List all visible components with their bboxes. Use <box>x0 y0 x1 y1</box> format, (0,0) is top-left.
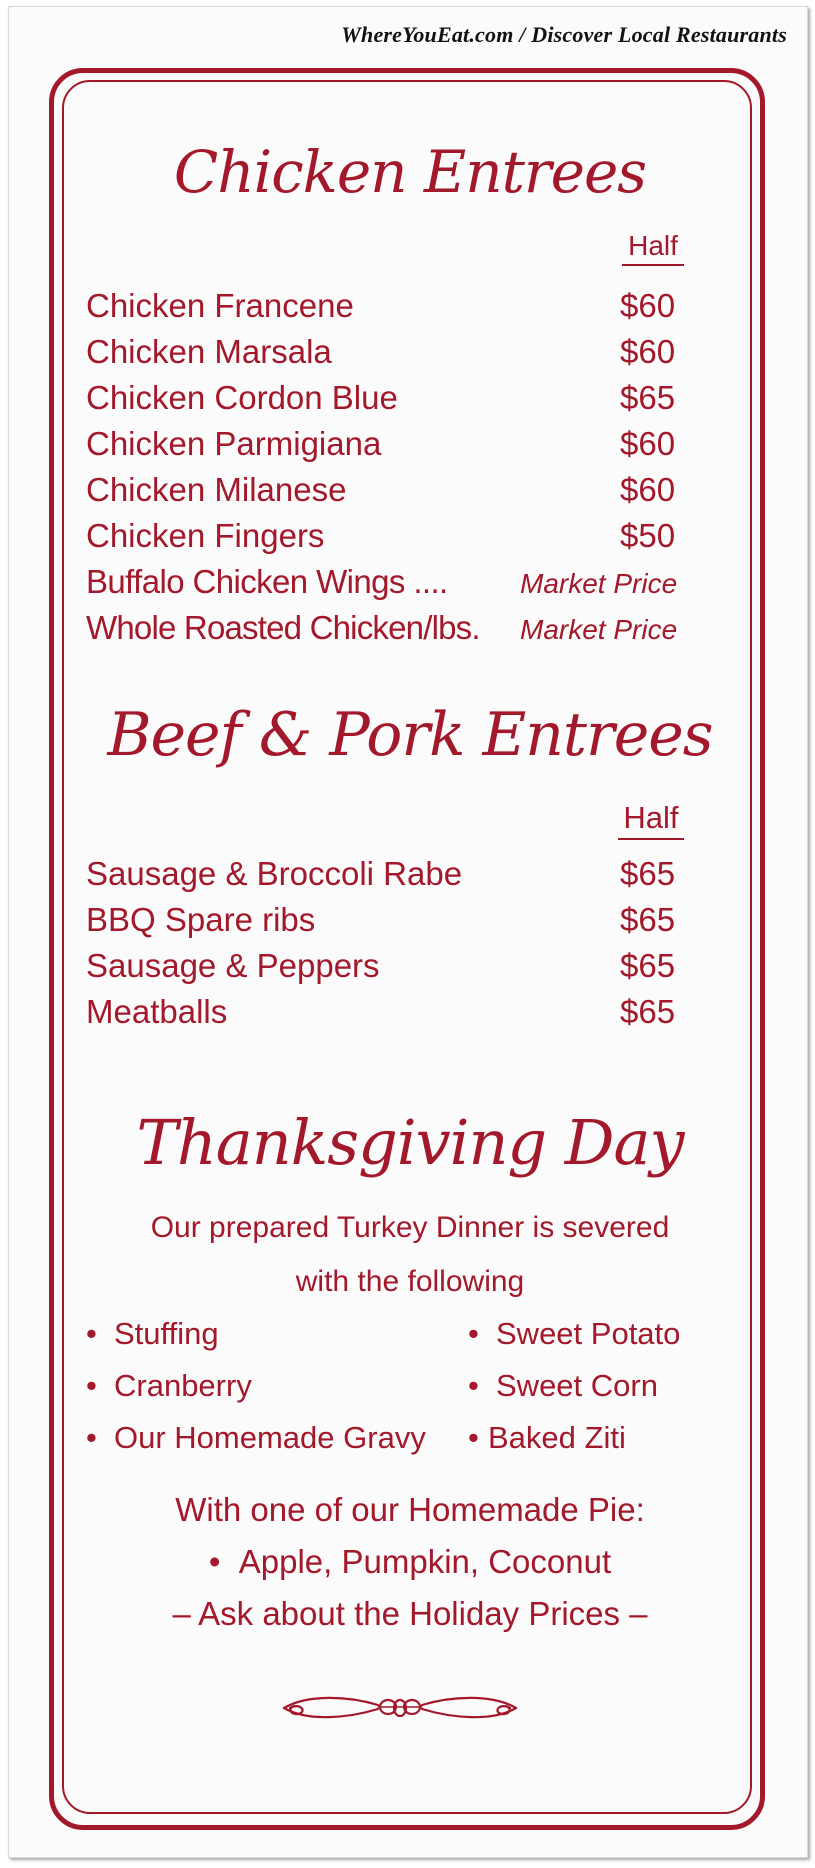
side-dish-label: Our Homemade Gravy <box>114 1420 426 1455</box>
menu-item-price: $65 <box>620 947 676 984</box>
bullet-dot: • <box>468 1420 479 1455</box>
pie-flavors-label: Apple, Pumpkin, Coconut <box>238 1543 612 1580</box>
bullet-dot: • <box>86 1368 97 1403</box>
menu-item-price: $60 <box>620 287 676 324</box>
side-dish-item <box>86 1366 252 1406</box>
ornament-flourish-icon <box>278 1688 522 1726</box>
holiday-prices-note: – Ask about the Holiday Prices – <box>172 1595 648 1632</box>
menu-item-name: Sausage & Peppers <box>86 947 380 984</box>
side-dish-item <box>86 1314 219 1354</box>
menu-item-price: $60 <box>620 425 676 462</box>
side-dish-label: Stuffing <box>114 1316 219 1351</box>
menu-item-name: Chicken Cordon Blue <box>86 379 398 416</box>
beef-pork-half-label: Half <box>618 800 684 840</box>
chicken-section-title: Chicken Entrees <box>173 138 647 206</box>
thanksgiving-intro-line1: Our prepared Turkey Dinner is severed <box>150 1211 670 1244</box>
side-dish-label: Baked Ziti <box>488 1420 626 1455</box>
menu-item-name: Sausage & Broccoli Rabe <box>86 855 463 892</box>
menu-item-name: Buffalo Chicken Wings .... <box>86 563 448 600</box>
menu-item-price: Market Price <box>520 614 678 645</box>
menu-item-name: Chicken Marsala <box>86 333 332 370</box>
side-dish-label: Cranberry <box>114 1368 252 1403</box>
side-dish-item <box>468 1418 626 1458</box>
menu-item-price: $65 <box>620 901 676 938</box>
menu-item-price: $50 <box>620 517 676 554</box>
menu-item-price: Market Price <box>520 568 678 599</box>
side-dish-item <box>468 1314 680 1354</box>
side-dish-item <box>86 1418 426 1458</box>
menu-item-name: Chicken Francene <box>86 287 354 324</box>
bullet-dot: • <box>468 1316 479 1351</box>
pie-flavors <box>80 1542 740 1582</box>
menu-item-name: Chicken Milanese <box>86 471 347 508</box>
site-header[interactable]: WhereYouEat.com / Discover Local Restaurants <box>341 22 787 47</box>
chicken-half-label: Half <box>622 230 684 266</box>
bullet-dot: • <box>86 1420 97 1455</box>
side-dish-item <box>468 1366 658 1406</box>
menu-item-name: Chicken Parmigiana <box>86 425 382 462</box>
pie-offer-line: With one of our Homemade Pie: <box>175 1491 645 1528</box>
menu-item-price: $65 <box>620 993 676 1030</box>
bullet-dot: • <box>86 1316 97 1351</box>
beef-pork-section-title: Beef & Pork Entrees <box>107 700 713 770</box>
thanksgiving-intro-line2: with the following <box>295 1265 525 1298</box>
side-dish-label: Sweet Corn <box>496 1368 658 1403</box>
menu-item-name: Whole Roasted Chicken/lbs. <box>86 609 480 646</box>
menu-item-name: Chicken Fingers <box>86 517 325 554</box>
bullet-dot: • <box>468 1368 479 1403</box>
menu-item-name: Meatballs <box>86 993 228 1030</box>
menu-item-price: $60 <box>620 471 676 508</box>
menu-item-price: $65 <box>620 855 676 892</box>
menu-item-name: BBQ Spare ribs <box>86 901 316 938</box>
thanksgiving-section-title: Thanksgiving Day <box>136 1106 684 1179</box>
menu-item-price: $65 <box>620 379 676 416</box>
menu-item-price: $60 <box>620 333 676 370</box>
bullet-dot: • <box>208 1543 239 1580</box>
side-dish-label: Sweet Potato <box>496 1316 681 1351</box>
